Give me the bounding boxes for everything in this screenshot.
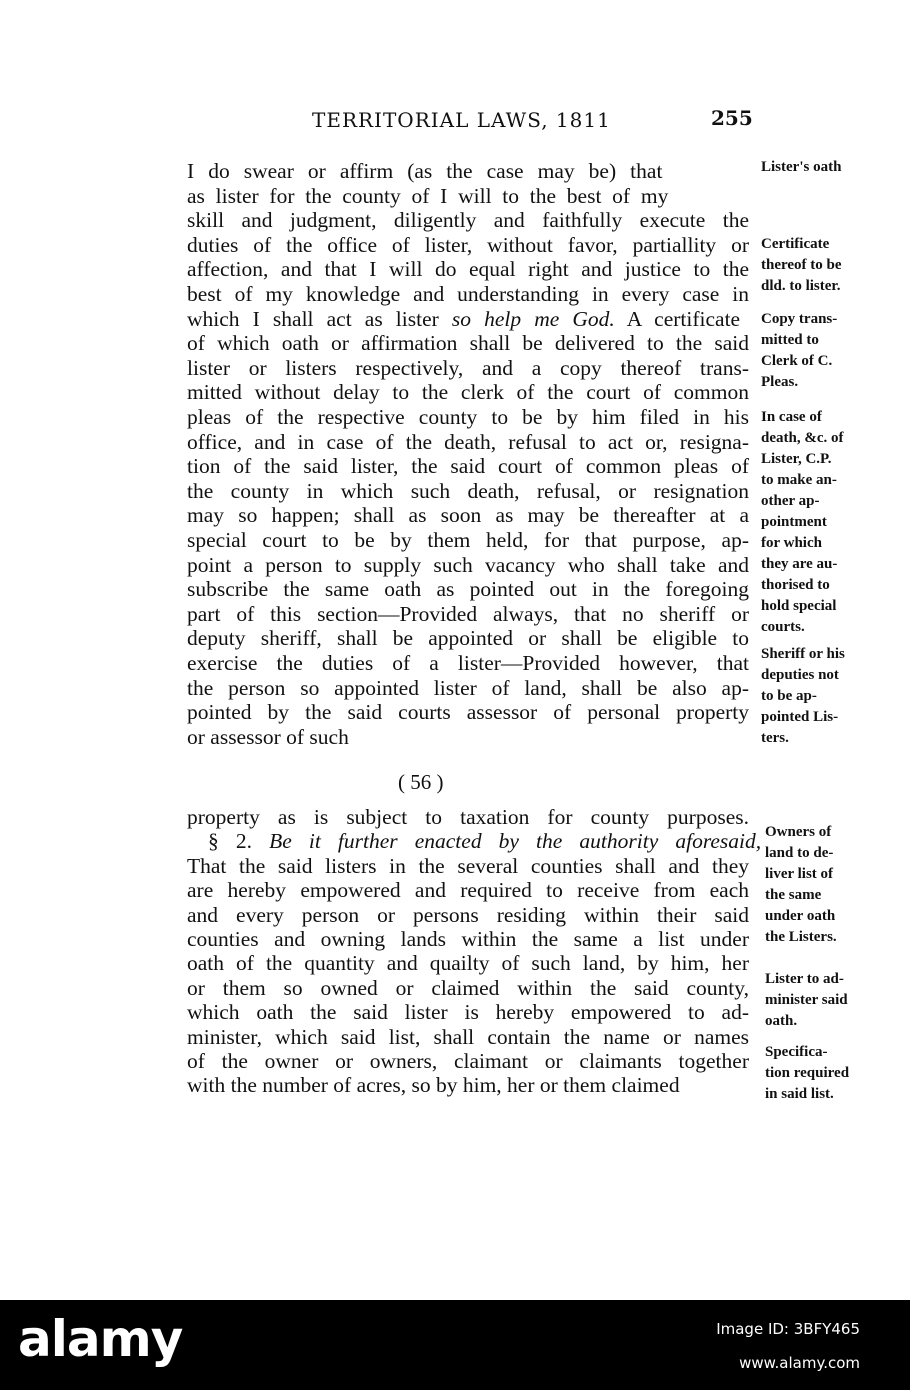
- marginal-note-line: liver list of: [765, 866, 834, 882]
- marginal-note-line: courts.: [761, 619, 805, 635]
- body-line: oath of the quantity and quailty of such land, by him, her: [187, 951, 749, 976]
- body-line: deputy sheriff, shall be appointed or shall be eligible to: [187, 626, 749, 651]
- marginal-note-line: death, &c. of: [761, 430, 844, 446]
- body-line: or assessor of such: [187, 724, 349, 749]
- body-line: pointed by the said courts assessor of personal property: [187, 700, 749, 725]
- body-line: tion of the said lister, the said court of common pleas of: [187, 454, 749, 479]
- body-line: of which oath or affirmation shall be delivered to the said: [187, 331, 749, 356]
- marginal-note-line: pointment: [761, 514, 827, 530]
- body-line: best of my knowledge and understanding in every case in: [187, 282, 749, 306]
- marginal-note-line: land to de-: [765, 845, 834, 861]
- marginal-note-line: Clerk of C.: [761, 353, 833, 369]
- body-line: § 2. Be it further enacted by the authority aforesaid,: [208, 829, 762, 854]
- marginal-note-line: to make an-: [761, 472, 837, 488]
- body-line: or them so owned or claimed within the said county,: [187, 975, 749, 1000]
- body-line: pleas of the respective county to be by him filed in his: [187, 405, 749, 429]
- marginal-note-line: Owners of: [765, 824, 832, 840]
- marginal-note-line: in said list.: [765, 1086, 834, 1102]
- body-line: subscribe the same oath as pointed out in the foregoing: [187, 577, 749, 602]
- body-line: mitted without delay to the clerk of the court of common: [187, 380, 749, 405]
- marginal-note-line: mitted to: [761, 332, 819, 348]
- body-line: minister, which said list, shall contain the name or names: [187, 1024, 749, 1049]
- marginal-note-line: ters.: [761, 730, 789, 746]
- body-line: skill and judgment, diligently and faithfully execute the: [187, 208, 749, 233]
- marginal-note-line: dld. to lister.: [761, 278, 841, 294]
- body-line: I do swear or affirm (as the case may be) that: [187, 159, 663, 183]
- watermark-footer: [0, 1300, 910, 1390]
- marginal-note-line: tion required: [765, 1065, 850, 1081]
- marginal-note-line: thorised to: [761, 577, 830, 593]
- marginal-note-line: to be ap-: [761, 688, 817, 704]
- marginal-note-line: oath.: [765, 1013, 798, 1029]
- marginal-note-line: Sheriff or his: [761, 646, 845, 662]
- body-line: which oath the said lister is hereby empowered to ad-: [187, 1000, 749, 1025]
- marginal-note-line: pointed Lis-: [761, 709, 839, 725]
- marginal-note-line: Lister to ad-: [765, 971, 844, 987]
- running-header-title: TERRITORIAL LAWS, 1811: [312, 108, 611, 132]
- marginal-note-line: for which: [761, 535, 822, 551]
- marginal-note-line: hold special: [761, 598, 837, 614]
- body-line: with the number of acres, so by him, her or them claimed: [187, 1073, 680, 1098]
- marginal-note-line: deputies not: [761, 667, 839, 683]
- body-line: the person so appointed lister of land, shall be also ap-: [187, 675, 749, 700]
- body-line: duties of the office of lister, without favor, partiallity or: [187, 232, 749, 257]
- body-line: are hereby empowered and required to receive from each: [187, 878, 749, 903]
- body-line: which I shall act as lister so help me God. A certificate: [187, 306, 741, 331]
- body-line: office, and in case of the death, refusal to act or, resigna-: [187, 429, 749, 454]
- marginal-note-line: Copy trans-: [761, 311, 838, 327]
- body-line: exercise the duties of a lister—Provided however, that: [187, 651, 749, 675]
- marginal-note-line: under oath: [765, 908, 836, 924]
- original-page-marker: ( 56 ): [398, 770, 444, 794]
- body-line: affection, and that I will do equal right and justice to the: [187, 257, 749, 282]
- body-line: as lister for the county of I will to the best of my: [187, 183, 669, 208]
- marginal-note-line: other ap-: [761, 493, 820, 509]
- marginal-note-line: minister said: [765, 992, 848, 1008]
- marginal-note-line: Lister, C.P.: [761, 451, 832, 467]
- marginal-note-line: the Listers.: [765, 929, 837, 945]
- body-line: counties and owning lands within the same a list under: [187, 927, 749, 951]
- body-line: property as is subject to taxation for county purposes.: [187, 805, 749, 829]
- page-number: 255: [711, 106, 753, 130]
- marginal-note-line: Pleas.: [761, 374, 799, 390]
- body-line: That the said listers in the several counties shall and they: [187, 853, 749, 878]
- marginal-note-line: they are au-: [761, 556, 838, 572]
- marginal-note-line: Lister's oath: [761, 159, 842, 175]
- body-line: and every person or persons residing within their said: [187, 902, 749, 927]
- site-url: www.alamy.com: [739, 1354, 860, 1372]
- body-line: lister or listers respectively, and a copy thereof trans-: [187, 355, 749, 380]
- body-line: part of this section—Provided always, that no sheriff or: [187, 601, 749, 626]
- marginal-note-line: In case of: [761, 409, 822, 425]
- marginal-note-line: the same: [765, 887, 822, 903]
- body-line: special court to be by them held, for that purpose, ap-: [187, 528, 749, 552]
- body-line: of the owner or owners, claimant or claimants together: [187, 1049, 749, 1073]
- body-line: point a person to supply such vacancy who shall take and: [187, 552, 749, 577]
- marginal-note-line: thereof to be: [761, 257, 842, 273]
- marginal-note-line: Specifica-: [765, 1044, 828, 1060]
- body-line: the county in which such death, refusal, or resignation: [187, 478, 749, 503]
- alamy-logo: alamy: [18, 1310, 183, 1368]
- stock-image-id: Image ID: 3BFY465: [716, 1320, 860, 1338]
- body-line: may so happen; shall as soon as may be thereafter at a: [187, 503, 749, 528]
- marginal-note-line: Certificate: [761, 236, 830, 252]
